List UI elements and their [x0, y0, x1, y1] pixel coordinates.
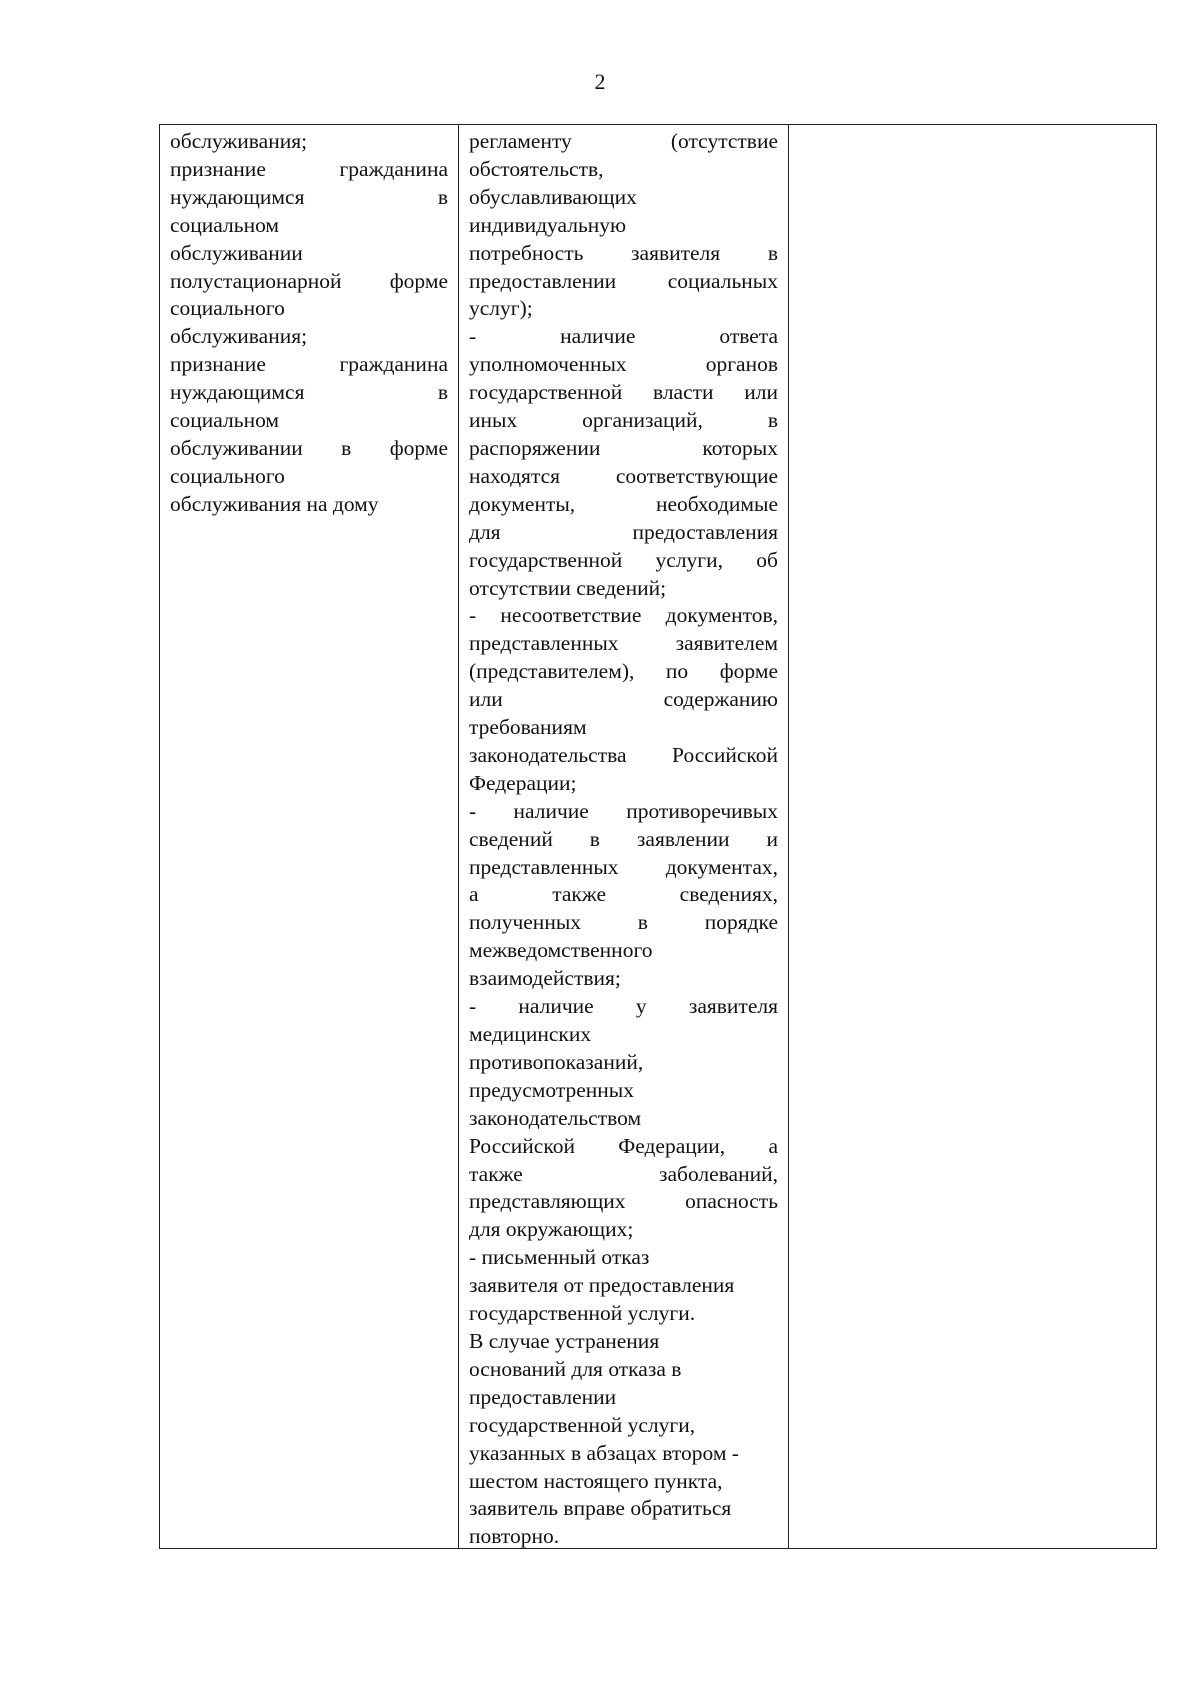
column-2-text-line: - наличие у заявителя — [469, 994, 778, 1019]
column-2-text-line: Федерации; — [469, 770, 577, 795]
column-1-text-line: обслуживания; — [170, 129, 308, 153]
column-2-text-line: а также сведениях, — [469, 882, 778, 907]
column-2-text-line: указанных в абзацах втором - — [469, 1440, 739, 1465]
column-2-text-line: государственной услуги. — [469, 1301, 696, 1326]
column-2-text-line: государственной власти или — [469, 380, 778, 405]
column-2-text-line: законодательства Российской — [469, 742, 778, 767]
column-2-text-line: шестом настоящего пункта, — [469, 1468, 723, 1493]
column-2-text-line: полученных в порядке — [469, 910, 778, 935]
column-1-text-line: обслуживания на дому — [170, 491, 379, 516]
column-1-text-line: нуждающимся в — [170, 184, 448, 209]
column-2-text-line: находятся соответствующие — [469, 463, 778, 488]
column-2-text-line: В случае устранения — [469, 1328, 660, 1353]
column-2-text-line: повторно. — [469, 1524, 560, 1549]
column-1-text-line: социальном — [170, 212, 280, 237]
column-2-text-line: услуг); — [469, 296, 533, 321]
column-2-text-line: для окружающих; — [469, 1217, 634, 1242]
column-2-text-line: для предоставления — [469, 519, 778, 544]
column-2-text-line: межведомственного — [469, 938, 653, 963]
column-1-text-line: признание гражданина — [170, 352, 448, 377]
column-2-text-line: заявителя от предоставления — [469, 1273, 735, 1298]
column-2-text-line: уполномоченных органов — [469, 352, 778, 377]
column-2-text-line: представленных заявителем — [469, 631, 778, 656]
column-1-text-line: социального — [170, 463, 285, 488]
column-2-text-line: противопоказаний, — [469, 1049, 644, 1074]
column-2-text-line: Российской Федерации, а — [469, 1133, 778, 1158]
column-2-text-line: распоряжении которых — [469, 435, 778, 460]
column-1-text-line: полустационарной форме — [170, 268, 448, 293]
column-2-text-line: заявитель вправе обратиться — [469, 1496, 732, 1521]
column-2-text-line: обуславливающих — [469, 184, 637, 209]
column-2-text-line: предусмотренных — [469, 1077, 634, 1102]
page-number: 2 — [594, 69, 606, 94]
table-cell-column-1 — [160, 125, 458, 1548]
column-2-text-line: государственной услуги, об — [469, 547, 778, 572]
column-2-text-line: медицинских — [469, 1022, 592, 1046]
column-2-text-line: - несоответствие документов, — [469, 603, 778, 628]
table-cell-column-3 — [788, 125, 1156, 1548]
column-2-text-line: индивидуальную — [469, 212, 627, 237]
document-table — [159, 124, 1157, 1549]
column-2-text-line: представленных документах, — [469, 854, 778, 879]
column-1-text-line: обслуживания; — [170, 324, 308, 349]
column-2-text-line: отсутствии сведений; — [469, 575, 667, 600]
column-2-text-line: предоставлении социальных — [469, 268, 778, 293]
column-1-text-line: обслуживании в форме — [170, 435, 448, 460]
column-2-text-line: документы, необходимые — [469, 491, 778, 516]
column-2-text-line: взаимодействия; — [469, 966, 621, 991]
table-cell-column-2 — [458, 125, 788, 1548]
column-2-text-line: иных организаций, в — [469, 408, 778, 433]
column-1-text-line: социальном — [170, 408, 280, 433]
column-2-text-line: (представителем), по форме — [469, 659, 778, 684]
column-2-text-line: или содержанию — [469, 687, 778, 712]
column-1-text-line: признание гражданина — [170, 156, 448, 181]
column-2-text-line: регламенту (отсутствие — [469, 129, 778, 153]
column-1-text-line: социального — [170, 296, 285, 321]
column-1-text-line: нуждающимся в — [170, 380, 448, 405]
column-2-text-line: государственной услуги, — [469, 1412, 696, 1437]
column-2-text-line: обстоятельств, — [469, 156, 604, 181]
column-1-text-line: обслуживании — [170, 240, 303, 265]
column-2-text-line: законодательством — [469, 1105, 642, 1130]
column-2-text-line: - наличие противоречивых — [469, 798, 778, 823]
column-2-text-line: предоставлении — [469, 1384, 617, 1409]
column-2-text-line: - наличие ответа — [469, 324, 778, 349]
column-2-text-line: - письменный отказ — [469, 1245, 650, 1270]
column-2-text-line: представляющих опасность — [469, 1189, 778, 1214]
column-2-text-line: также заболеваний, — [469, 1161, 778, 1186]
column-2-text-line: потребность заявителя в — [469, 240, 778, 265]
column-2-text-line: требованиям — [469, 715, 587, 740]
column-2-text-line: сведений в заявлении и — [469, 826, 778, 851]
column-2-text-line: оснований для отказа в — [469, 1356, 682, 1381]
